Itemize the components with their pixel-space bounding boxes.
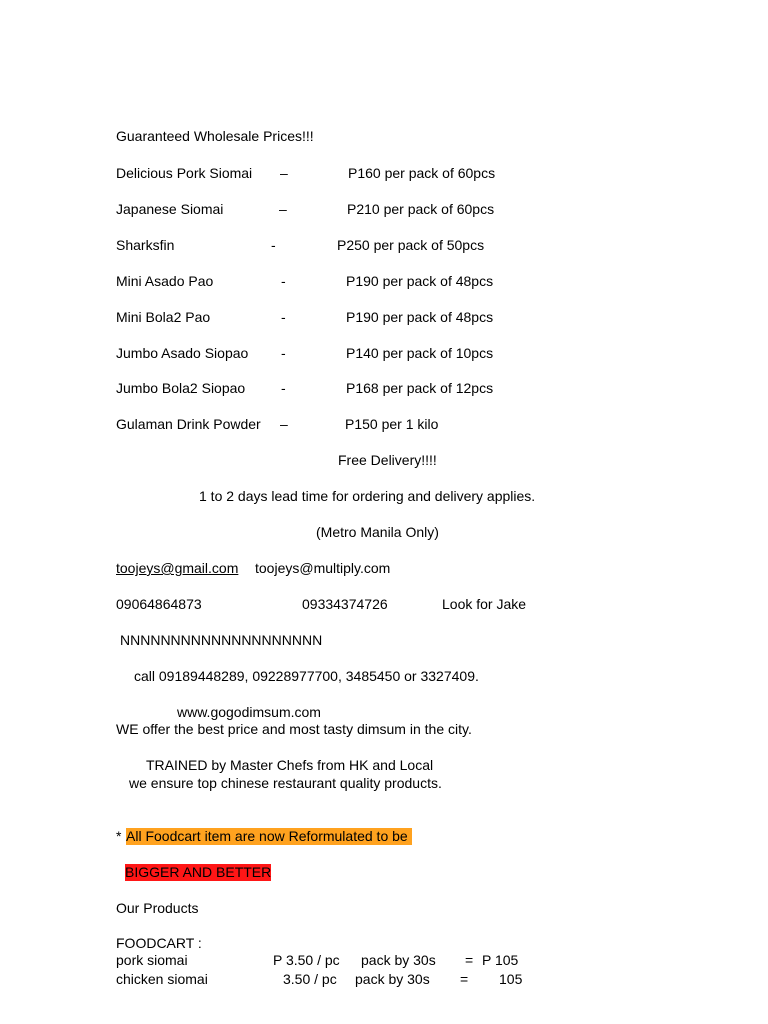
- item-separator: –: [280, 416, 288, 432]
- item-separator: -: [281, 273, 286, 289]
- item-name: Gulaman Drink Powder: [116, 416, 261, 432]
- call-line: call 09189448289, 09228977700, 3485450 or 3327409.: [134, 668, 479, 684]
- best-price-text: WE offer the best price and most tasty dimsum in the city.: [116, 721, 472, 737]
- quality-text: we ensure top chinese restaurant quality products.: [129, 775, 442, 791]
- item-name: Delicious Pork Siomai: [116, 165, 253, 181]
- item-name: Jumbo Asado Siopao: [116, 345, 249, 361]
- website-url: www.gogodimsum.com: [177, 704, 321, 720]
- item-price: P140 per pack of 10pcs: [346, 345, 494, 361]
- foodcart-item-equals: =: [465, 952, 474, 968]
- page-heading: Guaranteed Wholesale Prices!!!: [116, 128, 314, 144]
- bigger-better-highlight: BIGGER AND BETTER: [125, 864, 272, 880]
- foodcart-item-pack: pack by 30s: [355, 971, 430, 987]
- item-separator: –: [280, 165, 288, 181]
- item-name: Jumbo Bola2 Siopao: [116, 380, 246, 396]
- item-price: P150 per 1 kilo: [345, 416, 439, 432]
- asterisk: *: [116, 828, 122, 844]
- multiply-email: toojeys@multiply.com: [255, 560, 391, 576]
- free-delivery-text: Free Delivery!!!!: [338, 452, 437, 468]
- item-name: Mini Asado Pao: [116, 273, 214, 289]
- reformulated-highlight: All Foodcart item are now Reformulated to be: [126, 828, 412, 845]
- item-separator: -: [281, 380, 286, 396]
- item-price: P210 per pack of 60pcs: [347, 201, 495, 217]
- item-name: Mini Bola2 Pao: [116, 309, 211, 325]
- foodcart-item-equals: =: [460, 971, 469, 987]
- item-name: Sharksfin: [116, 237, 175, 253]
- foodcart-item-total: P 105: [482, 952, 519, 968]
- n-row-text: NNNNNNNNNNNNNNNNNNNN: [120, 632, 323, 648]
- item-separator: –: [279, 201, 287, 217]
- item-price: P168 per pack of 12pcs: [346, 380, 494, 396]
- item-separator: -: [281, 345, 286, 361]
- trained-text: TRAINED by Master Chefs from HK and Local: [146, 757, 434, 773]
- phone-number: 09064864873: [116, 596, 202, 612]
- item-price: P160 per pack of 60pcs: [348, 165, 496, 181]
- item-separator: -: [271, 237, 276, 253]
- contact-person: Look for Jake: [442, 596, 527, 612]
- item-name: Japanese Siomai: [116, 201, 224, 217]
- area-note: (Metro Manila Only): [316, 524, 439, 540]
- item-price: P190 per pack of 48pcs: [346, 309, 494, 325]
- products-heading: Our Products: [116, 900, 199, 916]
- phone-number: 09334374726: [302, 596, 388, 612]
- foodcart-item-price: P 3.50 / pc: [273, 952, 340, 968]
- item-price: P250 per pack of 50pcs: [337, 237, 485, 253]
- gmail-email-link[interactable]: toojeys@gmail.com: [116, 560, 239, 576]
- foodcart-item-total: 105: [499, 971, 523, 987]
- foodcart-label: FOODCART :: [116, 935, 202, 951]
- foodcart-item-price: 3.50 / pc: [283, 971, 337, 987]
- lead-time-text: 1 to 2 days lead time for ordering and delivery applies.: [199, 488, 536, 504]
- foodcart-item-name: chicken siomai: [116, 971, 208, 987]
- foodcart-item-pack: pack by 30s: [361, 952, 436, 968]
- item-separator: -: [281, 309, 286, 325]
- item-price: P190 per pack of 48pcs: [346, 273, 494, 289]
- foodcart-item-name: pork siomai: [116, 952, 188, 968]
